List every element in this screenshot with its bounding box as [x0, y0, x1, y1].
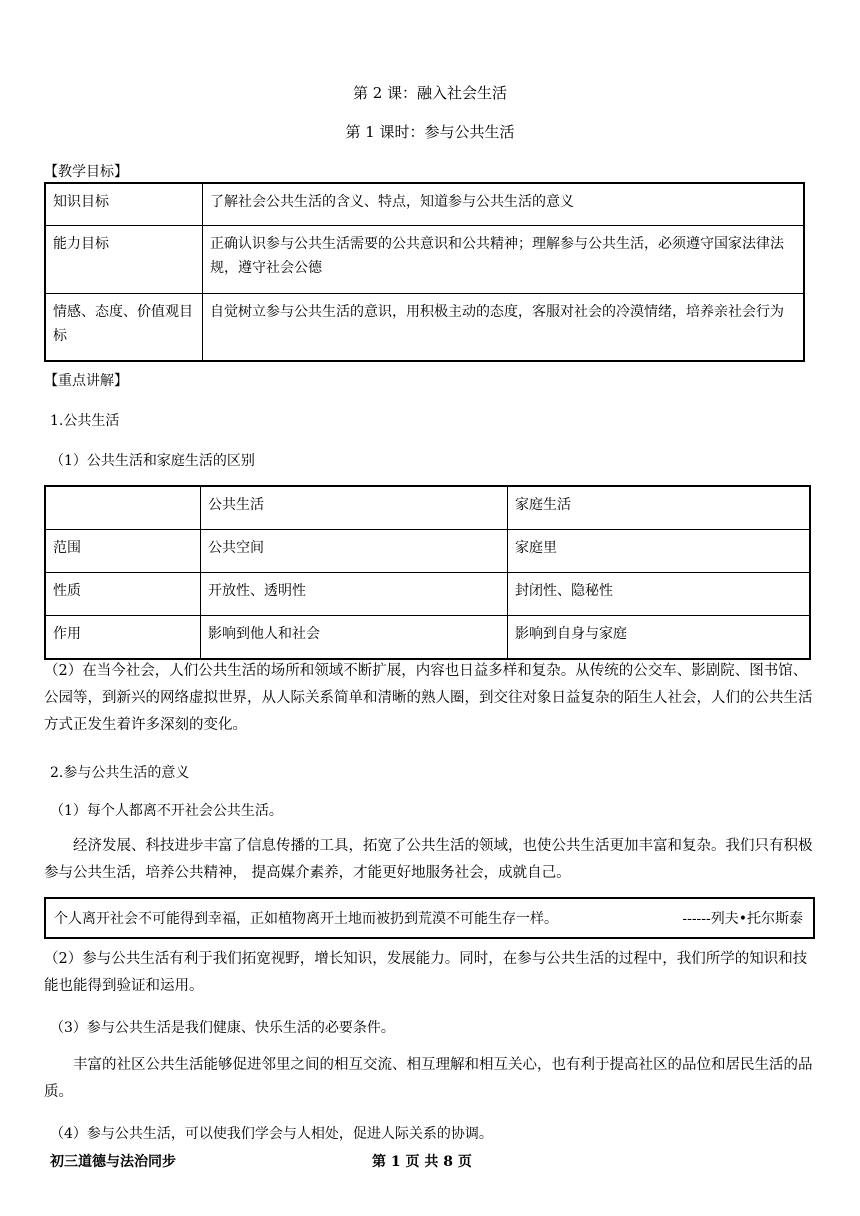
- compare-table: [44, 485, 811, 660]
- section2-point3: （3）参与公共生活是我们健康、快乐生活的必要条件。: [50, 1020, 395, 1036]
- footer-title: 初三道德与法治同步: [50, 1154, 176, 1170]
- table-header-cell: 家庭生活: [508, 486, 811, 530]
- section2-point4: （4）参与公共生活，可以使我们学会与人相处，促进人际关系的协调。: [50, 1126, 493, 1142]
- key-heading: 【重点讲解】: [44, 373, 128, 389]
- table-row: [45, 225, 804, 293]
- table-row: [45, 293, 804, 361]
- section1-sub1: （1）公共生活和家庭生活的区别: [50, 453, 255, 469]
- table-cell: 作用: [45, 616, 201, 660]
- section2-point3-detail: 丰富的社区公共生活能够促进邻里之间的相互交流、相互理解和相互关心，也有利于提高社区的品位和居民生活的品质。: [44, 1057, 813, 1100]
- goal-label: 情感、态度、价值观目标: [45, 293, 203, 361]
- page-number: 第 1 页 共 8 页: [372, 1154, 472, 1170]
- table-header-cell: [45, 486, 201, 530]
- table-row: [45, 573, 810, 616]
- section2-point2: （2）参与公共生活有利于我们拓宽视野，增长知识，发展能力。同时，在参与公共生活的过程中，我们所学的知识和技能也能得到验证和运用。: [44, 951, 808, 994]
- table-row: [45, 530, 810, 573]
- section2-point1-detail: 经济发展、科技进步丰富了信息传播的工具，拓宽了公共生活的领域，也使公共生活更加丰富和复杂。我们只有积极参与公共生活，培养公共精神， 提高媒介素养，才能更好地服务社会，成就自己。: [44, 838, 813, 881]
- section1-sub2: （2）在当今社会，人们公共生活的场所和领域不断扩展，内容也日益多样和复杂。从传统的公交车、影剧院、图书馆、公园等，到新兴的网络虚拟世界，从人际关系简单和清晰的熟人圈，到交往对象日益复杂的陌生人社会，人们的公共生活方式正发生着许多深刻的变化。: [44, 663, 813, 733]
- lesson-title: 第 2 课：融入社会生活: [352, 84, 508, 102]
- goals-heading: 【教学目标】: [44, 164, 128, 180]
- period-title: 第 1 课时：参与公共生活: [345, 123, 515, 141]
- section2-point1: （1）每个人都离不开社会公共生活。: [50, 803, 283, 819]
- table-header-cell: 公共生活: [201, 486, 508, 530]
- table-row: [45, 616, 810, 660]
- table-cell: 封闭性、隐秘性: [508, 573, 811, 616]
- table-cell: 公共空间: [201, 530, 508, 573]
- quote-author: ------列夫•托尔斯泰: [682, 911, 803, 927]
- table-cell: 开放性、透明性: [201, 573, 508, 616]
- quote-text: 个人离开社会不可能得到幸福，正如植物离开土地而被扔到荒漠不可能生存一样。: [54, 911, 558, 927]
- goal-content: 正确认识参与公共生活需要的公共意识和公共精神；理解参与公共生活，必须遵守国家法律法规，遵守社会公德: [203, 225, 805, 293]
- table-row: [45, 486, 810, 530]
- goal-content: 了解社会公共生活的含义、特点，知道参与公共生活的意义: [203, 183, 805, 225]
- quote-box: [44, 897, 815, 939]
- goal-content: 自觉树立参与公共生活的意识，用积极主动的态度，客服对社会的冷漠情绪，培养亲社会行为: [203, 293, 805, 361]
- goal-label: 知识目标: [45, 183, 203, 225]
- table-cell: 影响到他人和社会: [201, 616, 508, 660]
- table-cell: 范围: [45, 530, 201, 573]
- section1-title: 1.公共生活: [50, 413, 120, 429]
- table-row: [45, 183, 804, 225]
- table-cell: 性质: [45, 573, 201, 616]
- goal-label: 能力目标: [45, 225, 203, 293]
- section2-title: 2.参与公共生活的意义: [50, 765, 190, 781]
- goals-table: [44, 182, 805, 362]
- table-cell: 家庭里: [508, 530, 811, 573]
- table-cell: 影响到自身与家庭: [508, 616, 811, 660]
